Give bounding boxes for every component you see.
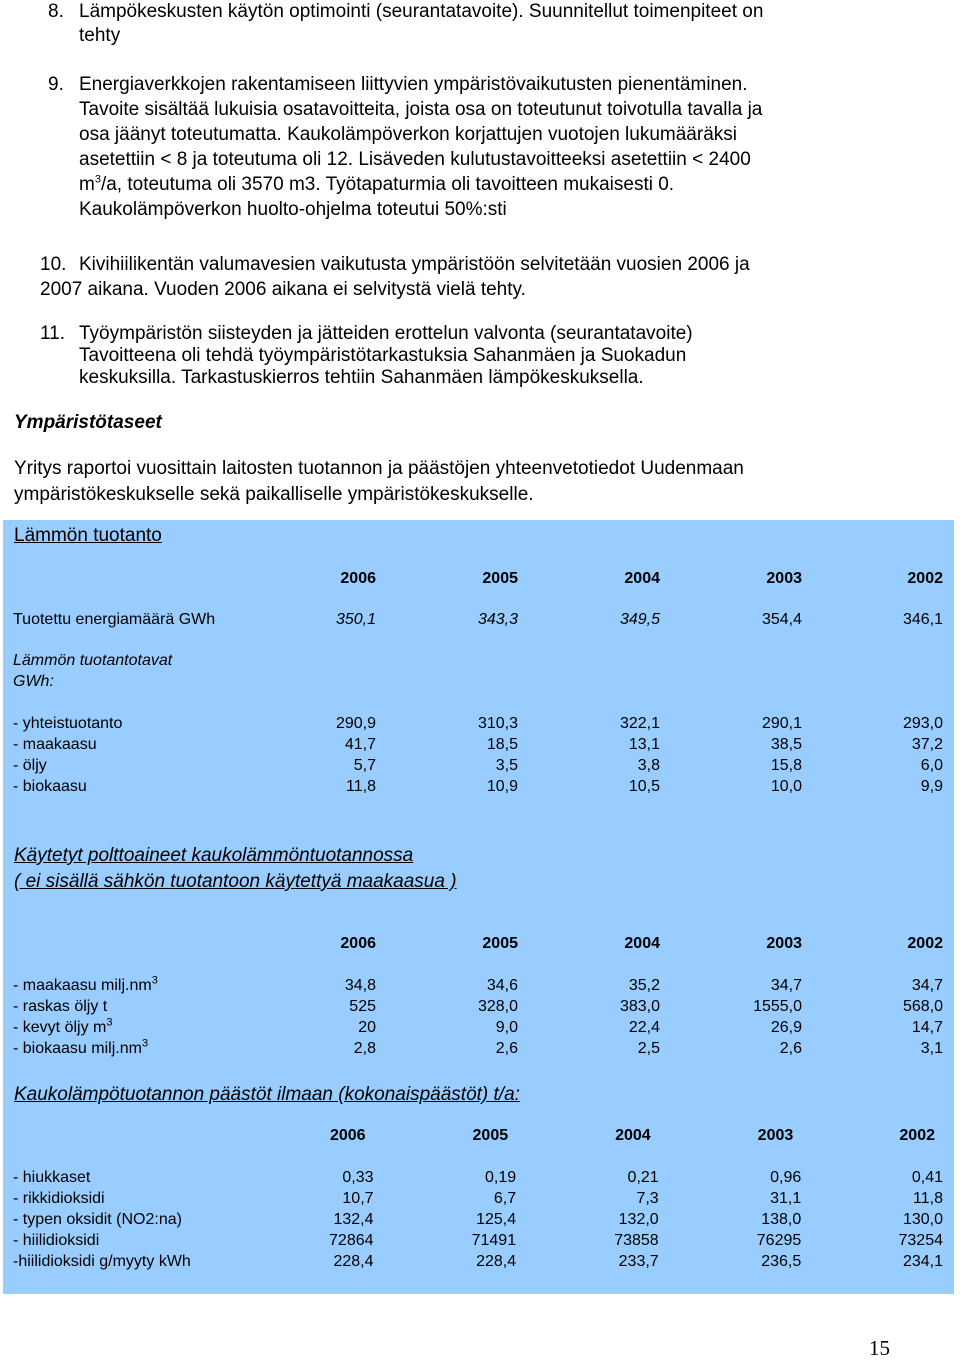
value-cell: 0,96: [770, 1169, 802, 1186]
table-row: [13, 609, 943, 630]
year-cell: 2006: [340, 935, 376, 952]
value-cell: 2,5: [637, 1040, 660, 1057]
emissions-title: Kaukolämpötuotannon päästöt ilmaan (kokonaispäästöt) t/a:: [14, 1084, 520, 1105]
value-cell: 3,5: [495, 757, 518, 774]
heat-table: [13, 568, 943, 797]
value-cell: 9,9: [920, 778, 943, 795]
value-cell: 328,0: [477, 998, 518, 1015]
year-cell: 2005: [482, 935, 518, 952]
value-cell: 10,9: [486, 778, 518, 795]
item-line: tehty: [79, 25, 121, 46]
value-cell: 2,6: [495, 1040, 518, 1057]
item-line: asetettiin < 8 ja toteutuma oli 12. Lisäveden kulutustavoitteeksi asetettiin < 2400: [79, 149, 751, 170]
value-cell: 290,9: [335, 715, 376, 732]
year-cell: 2004: [624, 935, 660, 952]
row-label: Lämmön tuotantotavat: [13, 652, 173, 669]
table-row: [13, 713, 943, 734]
value-cell: 310,3: [477, 715, 518, 732]
table-row: [13, 996, 943, 1017]
table-row: [13, 734, 943, 755]
row-label: - biokaasu: [13, 778, 87, 795]
value-cell: 73254: [898, 1232, 943, 1249]
table-row: [13, 1251, 943, 1272]
year-cell: 2006: [340, 570, 376, 587]
row-label: -hiilidioksidi g/myyty kWh: [13, 1253, 191, 1270]
row-label: - yhteistuotanto: [13, 715, 123, 732]
value-cell: 568,0: [902, 998, 943, 1015]
year-header-row: [13, 568, 943, 589]
fuels-table: [13, 933, 943, 1059]
year-cell: 2004: [615, 1127, 651, 1144]
table-row: [13, 776, 943, 797]
value-cell: 322,1: [619, 715, 660, 732]
item-8: [48, 0, 928, 50]
value-cell: 41,7: [344, 736, 376, 753]
table-row: [13, 1167, 943, 1188]
value-cell: 525: [349, 998, 376, 1015]
year-cell: 2006: [329, 1127, 366, 1144]
table-row: [13, 1230, 943, 1251]
value-cell: 10,7: [342, 1190, 374, 1207]
fuels-title: Käytetyt polttoaineet kaukolämmöntuotannossa ( ei sisällä sähkön tuotantoon käytettyä maakaasua ): [14, 845, 457, 892]
row-label: - typen oksidit (NO2:na): [13, 1211, 182, 1228]
value-cell: 293,0: [902, 715, 943, 732]
value-cell: 14,7: [911, 1019, 943, 1036]
value-cell: 6,7: [493, 1190, 517, 1207]
year-cell: 2004: [624, 570, 660, 587]
value-cell: 22,4: [628, 1019, 660, 1036]
year-cell: 2005: [472, 1127, 509, 1144]
row-label: - öljy: [13, 757, 47, 774]
item-line: Tavoite sisältää lukuisia osatavoitteita, joista osa on toteutunut toivotulla tavalla ja: [79, 99, 763, 120]
value-cell: 0,19: [484, 1169, 517, 1186]
value-cell: 26,9: [770, 1019, 802, 1036]
value-cell: 38,5: [770, 736, 802, 753]
table-row: [13, 755, 943, 776]
value-cell: 15,8: [770, 757, 802, 774]
value-cell: 350,1: [335, 611, 376, 628]
row-label: - maakaasu $milj.nm^3$: [13, 974, 158, 994]
value-cell: 1555,0: [753, 998, 802, 1015]
item-number: 10.: [40, 254, 67, 275]
year-header-row: [13, 1125, 943, 1146]
value-cell: 18,5: [486, 736, 518, 753]
table-row: [13, 1038, 943, 1059]
item-line: Kivihiilikentän valumavesien vaikutusta ympäristöön selvitetään vuosien 2006 ja: [79, 254, 750, 275]
row-label: - hiilidioksidi: [13, 1232, 100, 1249]
value-cell: 236,5: [761, 1253, 802, 1270]
intro-line: ympäristökeskukselle sekä paikalliselle ympäristökeskukselle.: [14, 484, 534, 505]
item-line: 2007 aikana. Vuoden 2006 aikana ei selvitystä vielä tehty.: [40, 279, 526, 300]
value-cell: 132,4: [333, 1211, 374, 1228]
value-cell: 10,5: [628, 778, 660, 795]
value-cell: 125,4: [476, 1211, 517, 1228]
value-cell: 0,41: [911, 1169, 943, 1186]
intro-paragraph: [14, 456, 914, 508]
value-cell: 10,0: [770, 778, 802, 795]
value-cell: 76295: [756, 1232, 802, 1249]
value-cell: 290,1: [761, 715, 802, 732]
value-cell: 11,8: [913, 1190, 943, 1207]
item-line: Lämpökeskusten käytön optimointi (seurantatavoite). Suunnitellut toimenpiteet on: [79, 1, 764, 22]
table-row: [13, 975, 943, 996]
year-cell: 2002: [907, 935, 943, 952]
value-cell: 383,0: [619, 998, 660, 1015]
year-cell: 2005: [482, 570, 518, 587]
item-line: $m^3/a$, toteutuma oli 3570 m3. Työtapaturmia oli tavoitteen mukaisesti 0.: [79, 173, 675, 195]
intro-line: Yritys raportoi vuosittain laitosten tuotannon ja päästöjen yhteenvetotiedot Uudenmaan: [14, 458, 744, 479]
value-cell: 346,1: [902, 611, 943, 628]
value-cell: 0,33: [342, 1169, 374, 1186]
item-line: Työympäristön siisteyden ja jätteiden erottelun valvonta (seurantatavoite): [79, 323, 693, 344]
emissions-table: [13, 1125, 943, 1272]
value-cell: 7,3: [636, 1190, 659, 1207]
row-label: - rikkidioksidi: [13, 1190, 105, 1207]
value-cell: 233,7: [618, 1253, 659, 1270]
item-line: Kaukolämpöverkon huolto-ohjelma toteutui 50%:sti: [79, 199, 507, 220]
row-label: - hiukkaset: [13, 1169, 91, 1186]
year-cell: 2003: [766, 935, 802, 952]
value-cell: 34,8: [344, 977, 376, 994]
value-cell: 9,0: [495, 1019, 518, 1036]
value-cell: 11,8: [346, 778, 376, 795]
value-cell: 34,6: [486, 977, 518, 994]
row-label: Tuotettu energiamäärä GWh: [13, 611, 216, 628]
item-line: keskuksilla. Tarkastuskierros tehtiin Sahanmäen lämpökeskuksella.: [79, 367, 644, 388]
value-cell: 6,0: [920, 757, 943, 774]
value-cell: 3,1: [920, 1040, 943, 1057]
value-cell: 228,4: [476, 1253, 517, 1270]
value-cell: 234,1: [902, 1253, 943, 1270]
year-cell: 2002: [907, 570, 943, 587]
value-cell: 71491: [471, 1232, 517, 1249]
item-10: [40, 252, 920, 302]
value-cell: 354,4: [761, 611, 802, 628]
item-number: 9.: [48, 74, 64, 95]
value-cell: 13,1: [628, 736, 660, 753]
value-cell: 2,6: [779, 1040, 802, 1057]
table-row: [13, 1209, 943, 1230]
year-cell: 2003: [766, 570, 802, 587]
item-number: 11.: [40, 323, 66, 344]
value-cell: 138,0: [761, 1211, 802, 1228]
value-cell: 228,4: [333, 1253, 374, 1270]
year-cell: 2002: [899, 1127, 935, 1144]
table-row: [13, 671, 943, 692]
item-number: 8.: [48, 1, 64, 22]
value-cell: 31,1: [770, 1190, 802, 1207]
item-11: [40, 323, 920, 393]
value-cell: 34,7: [770, 977, 802, 994]
row-label: - biokaasu $milj.nm^3$: [13, 1037, 149, 1057]
row-label: GWh:: [13, 673, 54, 690]
value-cell: 72864: [329, 1232, 374, 1249]
value-cell: 35,2: [628, 977, 660, 994]
row-label: - kevyt öljy $m^3$: [13, 1016, 113, 1036]
value-cell: 349,5: [619, 611, 660, 628]
value-cell: 343,3: [477, 611, 518, 628]
value-cell: 130,0: [902, 1211, 943, 1228]
item-9: [48, 72, 928, 232]
table-row: [13, 1017, 943, 1038]
row-label: - raskas öljy t: [13, 998, 108, 1015]
table-row: [13, 650, 943, 671]
year-header-row: [13, 933, 943, 954]
year-cell: 2003: [757, 1127, 794, 1144]
section-heading: Ympäristötaseet: [14, 412, 162, 433]
item-line: osa jäänyt toteutumatta. Kaukolämpöverkon korjattujen vuotojen lukumääräksi: [79, 124, 737, 145]
value-cell: 2,8: [353, 1040, 376, 1057]
value-cell: 20: [358, 1019, 376, 1036]
item-line: Tavoitteena oli tehdä työympäristötarkastuksia Sahanmäen ja Suokadun: [79, 345, 687, 366]
item-line: Energiaverkkojen rakentamiseen liittyvien ympäristövaikutusten pienentäminen.: [79, 74, 748, 95]
value-cell: 3,8: [637, 757, 660, 774]
value-cell: 0,21: [627, 1169, 659, 1186]
heat-title: Lämmön tuotanto: [14, 525, 162, 546]
value-cell: 73858: [614, 1232, 659, 1249]
page-number: 15: [869, 1336, 890, 1360]
value-cell: 132,0: [618, 1211, 659, 1228]
value-cell: 34,7: [911, 977, 943, 994]
value-cell: 5,7: [353, 757, 376, 774]
table-row: [13, 1188, 943, 1209]
value-cell: 37,2: [911, 736, 943, 753]
row-label: - maakaasu: [13, 736, 97, 753]
